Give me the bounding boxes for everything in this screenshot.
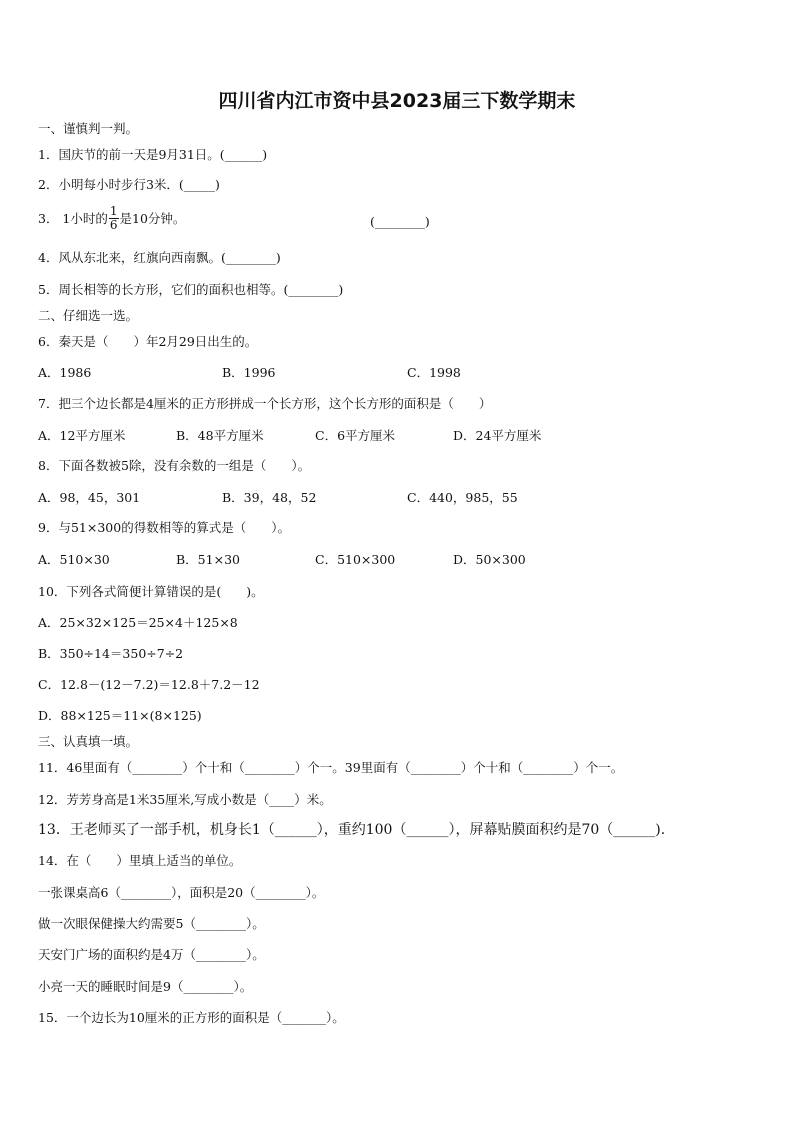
page-title: 四川省内江市资中县2023届三下数学期末 [218,90,576,112]
question-6-option-b: B．1996 [222,365,276,380]
question-3-text-before: 3． 1小时的 [38,211,108,226]
question-3-text-after: 是10分钟。 [119,211,186,226]
question-12: 12．芳芳身高是1米35厘米,写成小数是（____）米。 [38,792,332,807]
question-10: 10．下列各式简便计算错误的是( )。 [38,584,264,599]
question-6: 6．秦天是（ ）年2月29日出生的。 [38,334,258,349]
question-8-option-b: B．39，48，52 [222,490,317,505]
question-14-item-4: 小亮一天的睡眠时间是9（________）。 [38,979,253,994]
question-4: 4．风从东北来，红旗向西南飘。(________) [38,250,281,265]
question-8-option-a: A．98，45，301 [38,490,141,505]
question-2: 2．小明每小时步行3米．(_____) [38,177,220,192]
question-10-option-a: A．25×32×125＝25×4＋125×8 [38,615,238,630]
question-14-item-1: 一张课桌高6（________），面积是20（________）。 [38,885,325,900]
question-9-option-a: A．510×30 [38,552,110,567]
question-9-option-c: C．510×300 [315,552,396,567]
question-9-option-b: B．51×30 [176,552,240,567]
section-heading-3: 三、认真填一填。 [38,734,139,749]
question-7-option-b: B．48平方厘米 [176,428,264,443]
question-9: 9．与51×300的得数相等的算式是（ ）。 [38,520,290,535]
question-14-item-3: 天安门广场的面积约是4万（________）。 [38,947,265,962]
question-8-option-c: C．440，985，55 [407,490,518,505]
question-15: 15．一个边长为10厘米的正方形的面积是（_______）。 [38,1010,345,1025]
question-8: 8．下面各数被5除，没有余数的一组是（ ）。 [38,458,311,473]
question-7-option-a: A．12平方厘米 [38,428,126,443]
question-10-option-b: B．350÷14＝350÷7÷2 [38,646,184,661]
question-7-option-d: D．24平方厘米 [453,428,542,443]
question-1: 1．国庆节的前一天是9月31日。(______) [38,147,268,162]
question-10-option-c: C．12.8－(12－7.2)＝12.8＋7.2－12 [38,677,260,692]
question-13: 13．王老师买了一部手机，机身长1（______），重约100（______），屏幕贴膜面积约是70（______). [38,822,666,838]
question-7: 7．把三个边长都是4厘米的正方形拼成一个长方形，这个长方形的面积是（ ） [38,396,492,411]
question-5: 5．周长相等的长方形，它们的面积也相等。(________) [38,282,344,297]
question-14: 14．在（ ）里填上适当的单位。 [38,853,242,868]
section-heading-2: 二、仔细选一选。 [38,308,139,323]
question-3 [38,206,185,233]
question-14-item-2: 做一次眼保健操大约需要5（________）。 [38,916,265,931]
question-6-option-a: A．1986 [38,365,92,380]
question-6-option-c: C．1998 [407,365,461,380]
question-10-option-d: D．88×125＝11×(8×125) [38,708,202,723]
fraction-numerator: 1 [109,204,118,218]
question-7-option-c: C．6平方厘米 [315,428,396,443]
question-11: 11．46里面有（________）个十和（________）个一。39里面有（________）个十和（________）个一。 [38,760,624,775]
fraction-one-sixth [109,205,119,232]
question-3-answer-blank: (________) [370,214,430,229]
question-9-option-d: D．50×300 [453,552,526,567]
section-heading-1: 一、谨慎判一判。 [38,121,139,136]
fraction-denominator: 6 [109,218,118,232]
